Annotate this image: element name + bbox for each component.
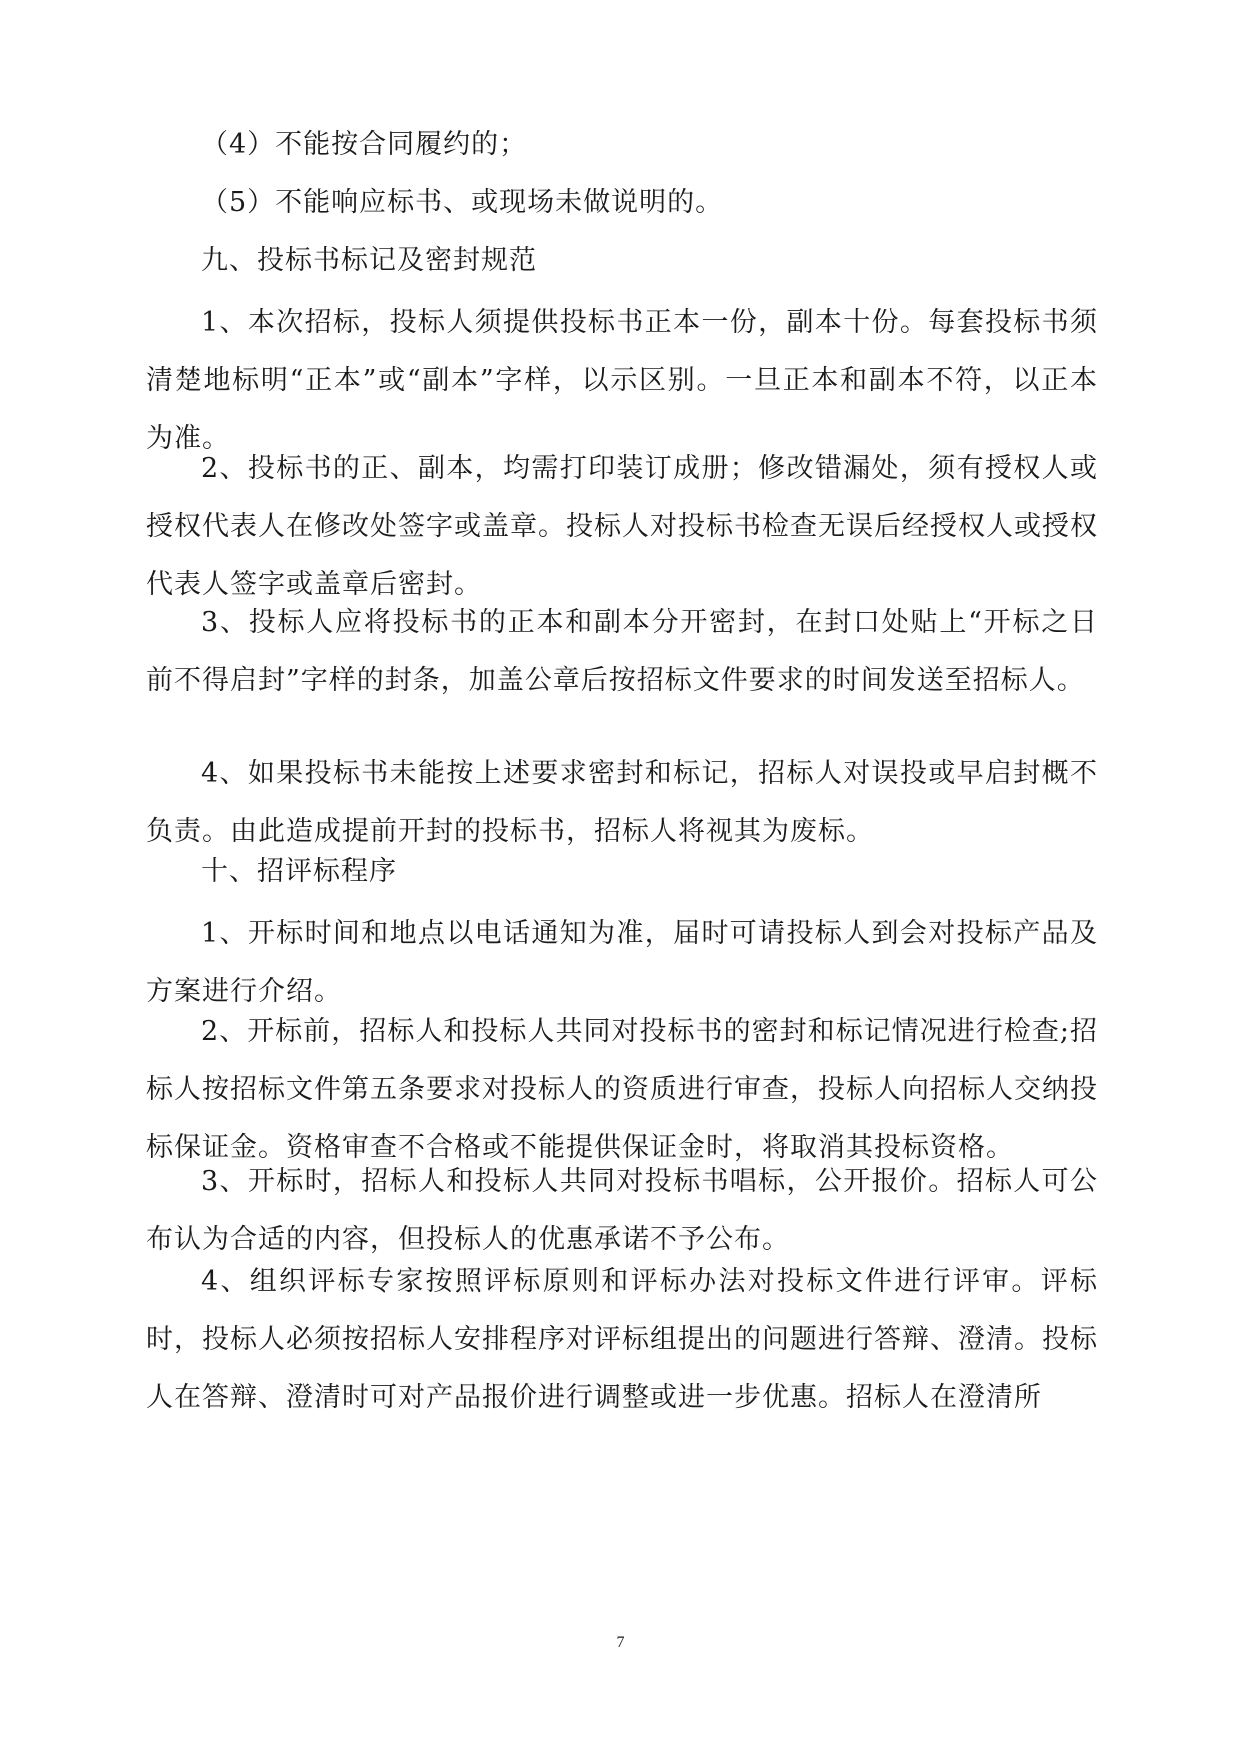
section-heading-9: 九、投标书标记及密封规范	[201, 245, 537, 276]
page-number: 7	[616, 1634, 625, 1651]
section9-paragraph-1: 1、本次招标，投标人须提供投标书正本一份，副本十份。每套投标书须清楚地标明“正本”或“副本”字样，以示区别。一旦正本和副本不符，以正本为准。	[146, 307, 1098, 454]
section10-paragraph-2: 2、开标前，招标人和投标人共同对投标书的密封和标记情况进行检查;招标人按招标文件第五条要求对投标人的资质进行审查，投标人向招标人交纳投标保证金。资格审查不合格或不能提供保证金时，将取消其投标资格。	[146, 1016, 1098, 1163]
section10-paragraph-4: 4、组织评标专家按照评标原则和评标办法对投标文件进行评审。评标时，投标人必须按招标人安排程序对评标组提出的问题进行答辩、澄清。投标人在答辩、澄清时可对产品报价进行调整或进一步优惠。招标人在澄清所	[146, 1266, 1098, 1413]
list-item-4: （4）不能按合同履约的；	[201, 129, 528, 160]
section-heading-10: 十、招评标程序	[201, 856, 397, 887]
section9-paragraph-2: 2、投标书的正、副本，均需打印装订成册；修改错漏处，须有授权人或授权代表人在修改处签字或盖章。投标人对投标书检查无误后经授权人或授权代表人签字或盖章后密封。	[146, 453, 1098, 600]
section9-paragraph-4: 4、如果投标书未能按上述要求密封和标记，招标人对误投或早启封概不负责。由此造成提前开封的投标书，招标人将视其为废标。	[146, 758, 1098, 847]
section9-paragraph-3: 3、投标人应将投标书的正本和副本分开密封，在封口处贴上“开标之日前不得启封”字样的封条，加盖公章后按招标文件要求的时间发送至招标人。	[146, 607, 1098, 696]
section10-paragraph-1: 1、开标时间和地点以电话通知为准，届时可请投标人到会对投标产品及方案进行介绍。	[146, 918, 1098, 1007]
list-item-5: （5）不能响应标书、或现场未做说明的。	[201, 187, 724, 218]
section10-paragraph-3: 3、开标时，招标人和投标人共同对投标书唱标，公开报价。招标人可公布认为合适的内容，但投标人的优惠承诺不予公布。	[146, 1166, 1098, 1255]
